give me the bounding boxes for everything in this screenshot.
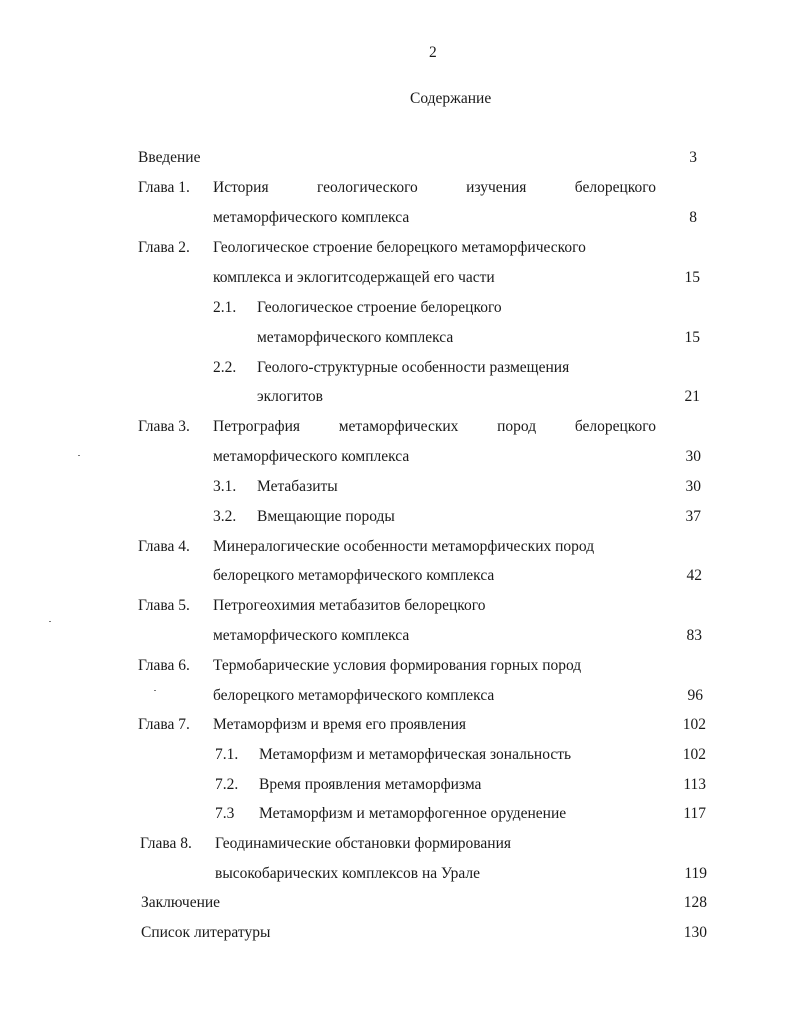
entry-line-1 xyxy=(213,417,656,437)
chapter-number: Глава 6. xyxy=(138,657,190,674)
page-number: 2 xyxy=(429,44,437,61)
chapter-number: Глава 2. xyxy=(138,239,190,256)
word: геологического xyxy=(316,179,418,196)
word: изучения xyxy=(466,179,527,196)
section-number: 3.2. xyxy=(213,508,237,525)
section-number: 3.1. xyxy=(213,478,237,495)
entry-line-1: Петрогеохимия метабазитов белорецкого xyxy=(213,597,486,614)
entry-page: 119 xyxy=(684,865,707,882)
scan-speck xyxy=(154,690,156,691)
entry-line-2: эклогитов xyxy=(257,388,323,405)
entry-page: 96 xyxy=(687,687,703,704)
entry-line-2: белорецкого метаморфического комплекса xyxy=(213,687,495,704)
entry-label: Метабазиты xyxy=(257,478,338,495)
entry-label: Время проявления метаморфизма xyxy=(259,776,482,793)
entry-line-1: Геолого-структурные особенности размещения xyxy=(257,359,570,376)
entry-page: 117 xyxy=(683,805,706,822)
entry-page: 30 xyxy=(685,448,701,465)
entry-label: Метаморфизм и метаморфическая зональность xyxy=(259,746,572,763)
chapter-number: Глава 3. xyxy=(138,418,190,435)
chapter-number: Глава 7. xyxy=(138,716,190,733)
word: метаморфических xyxy=(338,418,459,435)
word: Петрография xyxy=(213,418,300,435)
chapter-number: Глава 8. xyxy=(140,835,192,852)
entry-label: Список литературы xyxy=(141,924,271,941)
entry-page: 15 xyxy=(684,329,700,346)
entry-page: 42 xyxy=(686,567,702,584)
entry-label: Вмещающие породы xyxy=(257,508,395,525)
section-number: 7.2. xyxy=(215,776,239,793)
entry-page: 8 xyxy=(689,209,697,226)
entry-line-1: Минералогические особенности метаморфических пород xyxy=(213,538,595,555)
chapter-number: Глава 5. xyxy=(138,597,190,614)
entry-line-1: Термобарические условия формирования горных пород xyxy=(213,657,582,674)
entry-label: Введение xyxy=(138,149,201,166)
entry-page: 30 xyxy=(685,478,701,495)
entry-page: 3 xyxy=(689,149,697,166)
section-number: 2.2. xyxy=(213,359,237,376)
entry-page: 128 xyxy=(683,894,707,911)
entry-label: Метаморфизм и время его проявления xyxy=(213,716,467,733)
scan-speck xyxy=(78,455,80,456)
entry-line-1: Геологическое строение белорецкого xyxy=(257,299,502,316)
entry-line-2: высокобарических комплексов на Урале xyxy=(215,865,480,882)
entry-line-1: Геологическое строение белорецкого метаморфического xyxy=(213,239,586,256)
word: История xyxy=(213,179,269,196)
entry-page: 102 xyxy=(682,746,706,763)
scan-speck xyxy=(49,621,51,622)
chapter-number: Глава 4. xyxy=(138,538,190,555)
section-number: 7.3 xyxy=(215,805,235,822)
section-number: 7.1. xyxy=(215,746,239,763)
entry-line-2: метаморфического комплекса xyxy=(213,448,410,465)
word: белорецкого xyxy=(574,418,656,435)
word: белорецкого xyxy=(574,179,656,196)
entry-line-2: метаморфического комплекса xyxy=(213,209,410,226)
entry-page: 37 xyxy=(685,508,701,525)
entry-page: 15 xyxy=(684,269,700,286)
entry-line-2: комплекса и эклогитсодержащей его части xyxy=(213,269,495,286)
entry-page: 21 xyxy=(684,388,700,405)
section-number: 2.1. xyxy=(213,299,237,316)
entry-page: 102 xyxy=(682,716,706,733)
page-title: Содержание xyxy=(410,90,492,107)
entry-line-2: белорецкого метаморфического комплекса xyxy=(213,567,495,584)
entry-line-2: метаморфического комплекса xyxy=(257,329,454,346)
chapter-number: Глава 1. xyxy=(138,179,190,196)
entry-label: Заключение xyxy=(141,894,221,911)
entry-label: Метаморфизм и метаморфогенное оруденение xyxy=(259,805,567,822)
entry-line-2: метаморфического комплекса xyxy=(213,627,410,644)
entry-page: 83 xyxy=(686,627,702,644)
entry-page: 130 xyxy=(683,924,707,941)
word: пород xyxy=(497,418,537,435)
entry-page: 113 xyxy=(683,776,706,793)
entry-line-1 xyxy=(213,178,656,198)
entry-line-1: Геодинамические обстановки формирования xyxy=(215,835,511,852)
